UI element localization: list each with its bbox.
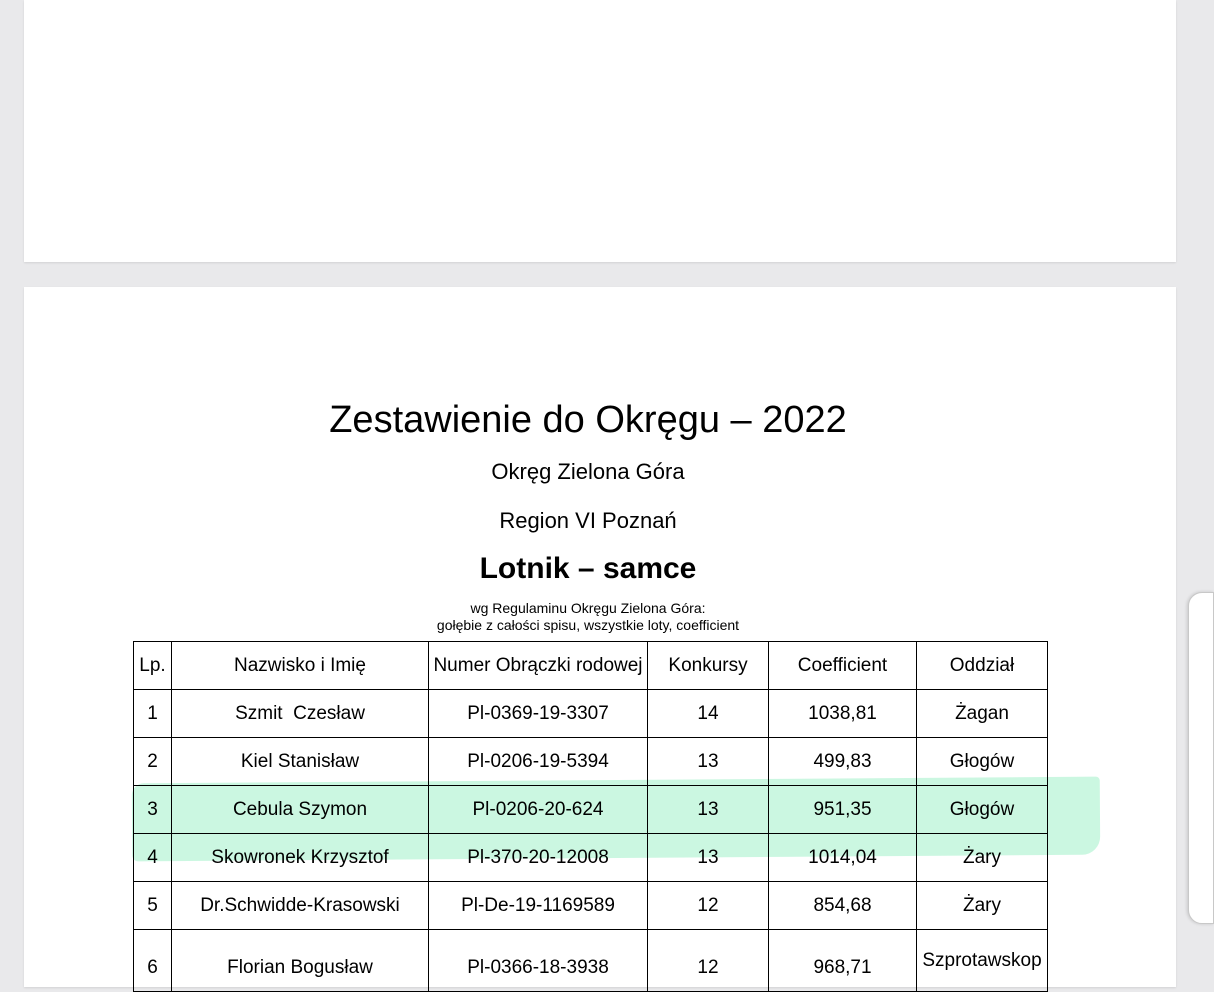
cell-lp: 6: [134, 930, 172, 992]
cell-coefficient: 1014,04: [769, 834, 917, 882]
cell-name: Florian Bogusław: [172, 930, 429, 992]
cell-branch: Żary: [917, 882, 1048, 930]
cell-branch: Głogów: [917, 786, 1048, 834]
district-name: Okręg Zielona Góra: [491, 459, 685, 484]
pdf-page-previous: [24, 0, 1176, 262]
table-row: [134, 882, 1048, 930]
cell-coefficient: 499,83: [769, 738, 917, 786]
pdf-page-current: [24, 287, 1176, 987]
cell-lp: 3: [134, 786, 172, 834]
table-row: [134, 834, 1048, 882]
cell-branch: Szprotawskop: [917, 930, 1048, 992]
header-coefficient: Coefficient: [769, 642, 917, 690]
cell-ring-number: Pl-0206-20-624: [429, 786, 648, 834]
cell-coefficient: 968,71: [769, 930, 917, 992]
cell-coefficient: 1038,81: [769, 690, 917, 738]
table-row: [134, 930, 1048, 992]
cell-contests: 13: [648, 834, 769, 882]
cell-name: Cebula Szymon: [172, 786, 429, 834]
document-title: Zestawienie do Okręgu – 2022: [329, 399, 847, 441]
cell-branch: Żagan: [917, 690, 1048, 738]
cell-name: Dr.Schwidde-Krasowski: [172, 882, 429, 930]
header-lp: Lp.: [134, 642, 172, 690]
cell-ring-number: Pl-0369-19-3307: [429, 690, 648, 738]
cell-contests: 12: [648, 930, 769, 992]
cell-lp: 1: [134, 690, 172, 738]
cell-lp: 2: [134, 738, 172, 786]
region-name: Region VI Poznań: [499, 508, 677, 533]
cell-contests: 14: [648, 690, 769, 738]
cell-branch: Głogów: [917, 738, 1048, 786]
header-name: Nazwisko i Imię: [172, 642, 429, 690]
cell-name: Skowronek Krzysztof: [172, 834, 429, 882]
table-row-highlighted: [134, 786, 1048, 834]
results-table: [133, 641, 1048, 992]
cell-ring-number: Pl-0206-19-5394: [429, 738, 648, 786]
rules-note-line-2: gołębie z całości spisu, wszystkie loty, coefficient: [436, 617, 740, 633]
table-header-row: [134, 642, 1048, 690]
cell-ring-number: Pl-0366-18-3938: [429, 930, 648, 992]
cell-coefficient: 951,35: [769, 786, 917, 834]
header-contests: Konkursy: [648, 642, 769, 690]
header-branch: Oddział: [917, 642, 1048, 690]
header-ring-number: Numer Obrączki rodowej: [429, 642, 648, 690]
cell-name: Kiel Stanisław: [172, 738, 429, 786]
cell-contests: 13: [648, 786, 769, 834]
rules-note: [24, 600, 1152, 634]
cell-contests: 13: [648, 738, 769, 786]
category-heading: Lotnik – samce: [479, 552, 697, 585]
cell-coefficient: 854,68: [769, 882, 917, 930]
cell-ring-number: Pl-De-19-1169589: [429, 882, 648, 930]
cell-branch: Żary: [917, 834, 1048, 882]
table-row: [134, 690, 1048, 738]
cell-ring-number: Pl-370-20-12008: [429, 834, 648, 882]
cell-contests: 12: [648, 882, 769, 930]
rules-note-line-1: wg Regulaminu Okręgu Zielona Góra:: [470, 600, 706, 616]
scroll-handle[interactable]: [1188, 592, 1214, 924]
cell-lp: 5: [134, 882, 172, 930]
cell-name: Szmit Czesław: [172, 690, 429, 738]
table-row: [134, 738, 1048, 786]
cell-lp: 4: [134, 834, 172, 882]
